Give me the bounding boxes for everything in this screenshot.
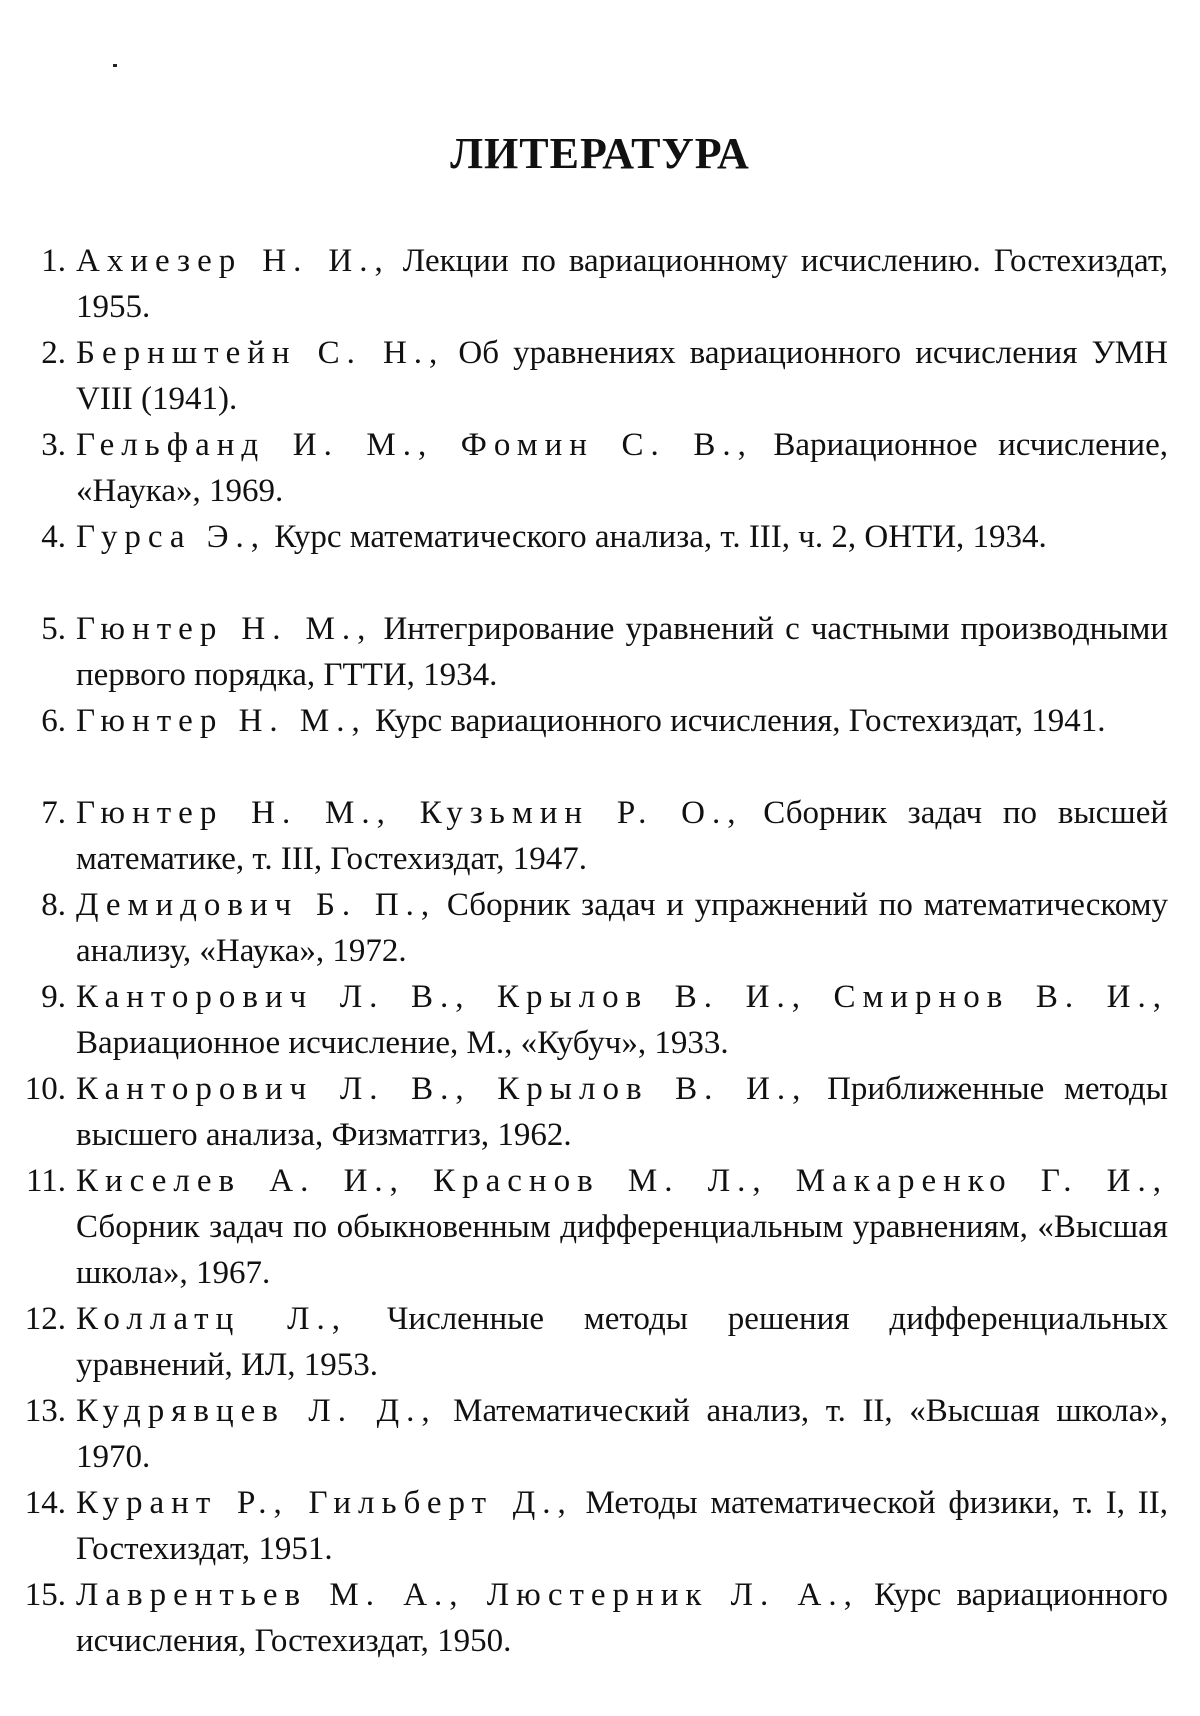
reference-item (0, 606, 1200, 698)
reference-number: 8. (41, 887, 66, 923)
reference-item (0, 1158, 1200, 1296)
reference-list (0, 238, 1200, 1664)
reference-item (0, 1388, 1200, 1480)
reference-number: 5. (41, 611, 66, 647)
reference-author: Демидович Б. П., (76, 887, 437, 923)
reference-item (0, 698, 1200, 790)
reference-text: Вариационное исчисление, «Наука», 1969. (76, 427, 1168, 509)
reference-number: 7. (41, 795, 66, 831)
reference-item (0, 1066, 1200, 1158)
reference-author: Ахиезер Н. И., (76, 243, 390, 279)
reference-number: 10. (24, 1071, 66, 1107)
reference-number: 14. (24, 1485, 66, 1521)
reference-number: 13. (24, 1393, 66, 1429)
reference-item (0, 422, 1200, 514)
reference-number: 1. (41, 243, 66, 279)
reference-author: Кудрявцев Л. Д., (76, 1393, 437, 1429)
reference-number: 12. (24, 1301, 66, 1337)
reference-text: Приближенные методы высшего анализа, Физматгиз, 1962. (76, 1071, 1168, 1153)
reference-author: Гурса Э., (76, 519, 267, 555)
reference-text: Интегрирование уравнений с частными производными первого порядка, ГТТИ, 1934. (76, 611, 1168, 693)
reference-author: Гельфанд И. М., Фомин С. В., (76, 427, 753, 463)
reference-author: Курант Р., Гильберт Д., (76, 1485, 573, 1521)
reference-text: Сборник задач и упражнений по математическому анализу, «Наука», 1972. (76, 887, 1168, 969)
reference-text: Математический анализ, т. II, «Высшая школа», 1970. (76, 1393, 1169, 1475)
reference-author: Лаврентьев М. А., Люстерник Л. А., (76, 1577, 859, 1613)
reference-text: Численные методы решения дифференциальных уравнений, ИЛ, 1953. (76, 1301, 1169, 1383)
reference-item (0, 514, 1200, 606)
reference-text: Курс вариационного исчисления, Гостехиздат, 1941. (366, 703, 1106, 739)
reference-number: 2. (41, 335, 66, 371)
reference-author: Гюнтер Н. М., (76, 611, 373, 647)
reference-text: Курс вариационного исчисления, Гостехиздат, 1950. (76, 1577, 1168, 1659)
reference-item (0, 330, 1200, 422)
page-title: ЛИТЕРАТУРА (450, 129, 750, 178)
reference-item (0, 974, 1200, 1066)
reference-number: 3. (41, 427, 66, 463)
reference-number: 9. (41, 979, 66, 1015)
reference-text: Курс математического анализа, т. III, ч. 2, ОНТИ, 1934. (266, 519, 1047, 555)
reference-item (0, 1572, 1200, 1664)
reference-text: Сборник задач по высшей математике, т. III, Гостехиздат, 1947. (76, 795, 1168, 877)
reference-number: 11. (25, 1163, 66, 1199)
reference-text: Лекции по вариационному исчислению. Гостехиздат, 1955. (76, 243, 1169, 325)
reference-item (0, 1296, 1200, 1388)
reference-item (0, 790, 1200, 882)
reference-item (0, 238, 1200, 330)
reference-item (0, 1480, 1200, 1572)
reference-number: 4. (41, 519, 66, 555)
reference-text: Методы математической физики, т. I, II, Гостехиздат, 1951. (76, 1485, 1168, 1567)
reference-author: Канторович Л. В., Крылов В. И., Смирнов В. И., (76, 979, 1168, 1015)
reference-number: 15. (24, 1577, 66, 1613)
scan-speck (113, 64, 117, 67)
reference-author: Бернштейн С. Н., (76, 335, 445, 371)
reference-author: Гюнтер Н. М., (76, 703, 367, 739)
reference-author: Киселев А. И., Краснов М. Л., Макаренко Г. И., (76, 1163, 1168, 1199)
reference-author: Коллатц Л., (76, 1301, 348, 1337)
reference-author: Канторович Л. В., Крылов В. И., (76, 1071, 808, 1107)
reference-item (0, 882, 1200, 974)
reference-text: Об уравнениях вариационного исчисления УМН VIII (1941). (76, 335, 1168, 417)
reference-author: Гюнтер Н. М., Кузьмин Р. О., (76, 795, 743, 831)
reference-text: Сборник задач по обыкновенным дифференциальным уравнениям, «Высшая школа», 1967. (76, 1209, 1168, 1291)
reference-text: Вариационное исчисление, М., «Кубуч», 1933. (76, 1025, 729, 1061)
reference-number: 6. (41, 703, 66, 739)
